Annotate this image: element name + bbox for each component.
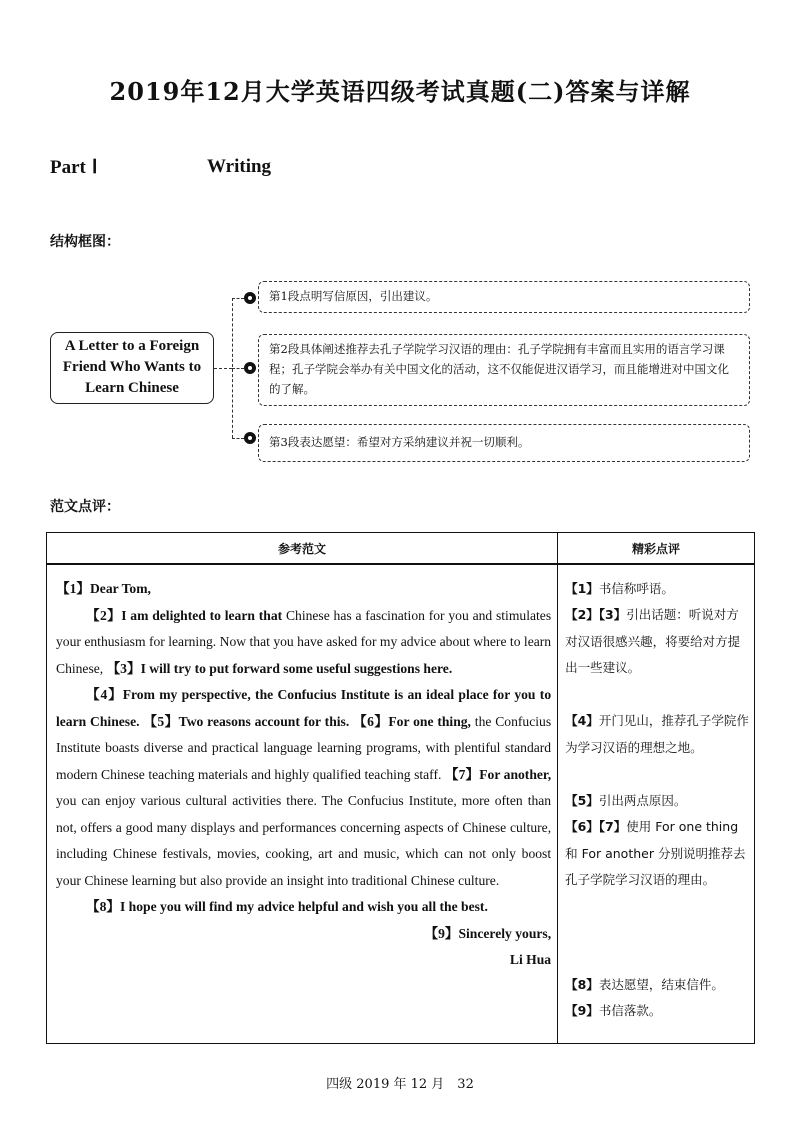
comment-tag: 【6】【7】 — [565, 819, 627, 834]
comment-tag: 【9】 — [565, 1003, 599, 1018]
marker: 【7】 — [444, 766, 480, 782]
comment-tag: 【2】【3】 — [565, 607, 627, 622]
header-essay: 参考范文 — [47, 533, 558, 565]
root-line: A Letter to a Foreign — [64, 338, 200, 354]
part-label — [50, 156, 97, 179]
closing: Sincerely yours, — [458, 925, 552, 941]
framework-heading: 结构框图： — [50, 234, 120, 250]
essay-text: you can enjoy various cultural activities there. The Confucius Institute, more often than not, offers a good many displays and performances concerning aspects of Chinese culture, including Chinese festivals, movies, cooking, art and music, which can not only boost your Chinese learning but also provide an insight into traditional Chinese culture. — [56, 793, 552, 888]
comment-tag: 【1】 — [565, 581, 599, 596]
comment-item — [565, 708, 751, 761]
marker: 【2】 — [86, 607, 122, 623]
comment-item — [565, 972, 751, 999]
signature: Li Hua — [509, 952, 552, 967]
highlight: For another, — [479, 766, 552, 782]
root-line: Learn Chinese — [85, 380, 179, 396]
highlight: For one thing, — [388, 713, 471, 729]
marker: 【4】 — [86, 687, 123, 702]
comment-tag: 【8】 — [565, 977, 599, 992]
comment-text: 书信落款。 — [598, 1003, 662, 1018]
part-number: Ⅰ — [91, 157, 98, 178]
marker: 【5】 — [143, 713, 179, 729]
comment-item — [565, 788, 751, 815]
comment-text: 引出话题：听说对方对汉语很感兴趣，将要给对方提出一些建议。 — [565, 607, 741, 675]
marker: 【3】 — [106, 660, 141, 676]
comment-text: 使用 For one thing 和 For another 分别说明推荐去孔子学院学习汉语的理由。 — [565, 819, 746, 887]
mindmap-branch-2: 第2段具体阐述推荐去孔子学院学习汉语的理由：孔子学院拥有丰富而且实用的语言学习课程；孔子学院会举办有关中国文化的活动，这不仅能促进汉语学习，而且能增进对中国文化的了解。 — [258, 334, 750, 406]
part-name: Writing — [207, 156, 272, 177]
tree-connector — [232, 438, 244, 439]
highlight: I am delighted to learn that — [121, 607, 283, 623]
review-heading: 范文点评： — [50, 499, 120, 515]
mindmap-root — [50, 332, 214, 404]
page-title: 2019年12月大学英语四级考试真题(二)答案与详解 — [109, 77, 691, 106]
part-word: Part — [50, 157, 86, 178]
comments-column — [559, 566, 753, 1042]
marker: 【6】 — [353, 713, 389, 729]
mindmap-branch-1: 第1段点明写信原因，引出建议。 — [258, 281, 750, 313]
tree-connector — [232, 298, 244, 299]
comment-text: 开门见山，推荐孔子学院作为学习汉语的理想之地。 — [565, 713, 749, 755]
bullet-icon — [244, 292, 256, 304]
bullet-icon — [244, 362, 256, 374]
sample-essay — [48, 566, 556, 1042]
comment-item — [565, 576, 751, 603]
comment-text: 表达愿望，结束信件。 — [598, 977, 724, 992]
marker: 【1】 — [56, 581, 90, 596]
highlight: I hope you will find my advice helpful and wish you all the best. — [119, 899, 488, 914]
highlight: Two reasons account for this. — [178, 713, 350, 729]
essay-text: the Confucius Institute boasts diverse and practical language learning programs, with plentiful standard modern Chinese teaching materials and highly qualified teaching staff. — [56, 713, 552, 782]
comment-text: 引出两点原因。 — [598, 793, 687, 808]
review-table — [46, 532, 755, 1044]
header-comments: 精彩点评 — [558, 533, 755, 565]
highlight: From my perspective, the Confucius Institute is an ideal place for you to learn Chinese. — [56, 687, 552, 729]
page-footer: 四级 2019 年 12 月 32 — [326, 1077, 474, 1092]
essay-text: Chinese has a fascination for you and stimulates your enthusiasm for learning. Now that you have asked for my advice about where to learn Chinese, — [56, 607, 552, 676]
comment-item — [565, 998, 751, 1025]
comment-tag: 【4】 — [565, 713, 599, 728]
comment-tag: 【5】 — [565, 793, 599, 808]
salutation: Dear Tom, — [89, 581, 151, 596]
bullet-icon — [244, 432, 256, 444]
comment-item — [565, 814, 751, 894]
tree-connector — [232, 368, 244, 369]
marker: 【8】 — [86, 899, 120, 914]
tree-connector — [214, 368, 232, 369]
mindmap-branch-3: 第3段表达愿望：希望对方采纳建议并祝一切顺利。 — [258, 424, 750, 462]
comment-text: 书信称呼语。 — [598, 581, 674, 596]
root-line: Friend Who Wants to — [62, 359, 202, 375]
marker: 【9】 — [424, 925, 459, 941]
highlight: I will try to put forward some useful suggestions here. — [140, 660, 453, 676]
comment-item — [565, 602, 751, 682]
